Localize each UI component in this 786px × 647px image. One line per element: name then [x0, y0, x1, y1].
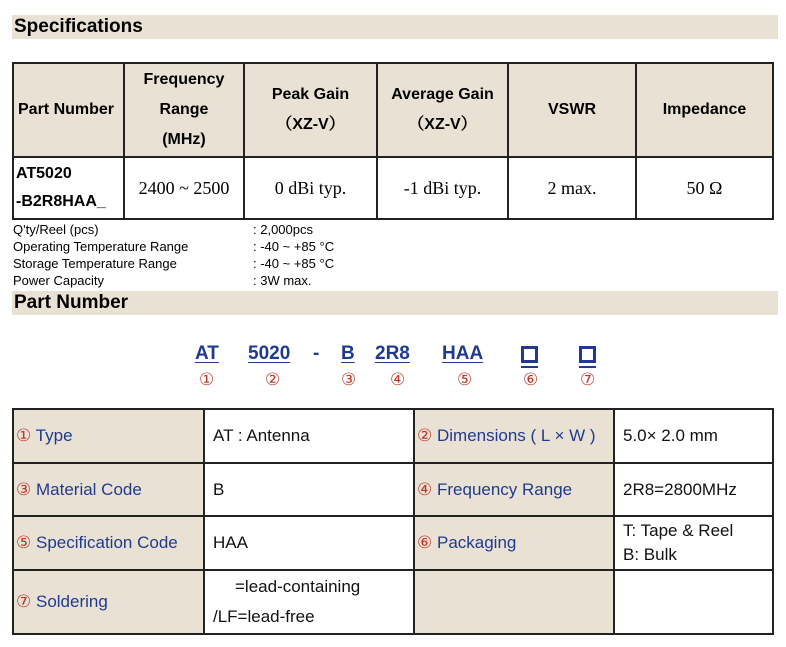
legend-number: ⑥	[417, 533, 433, 552]
part-number-heading: Part Number	[12, 291, 778, 315]
marker-2: ②	[265, 370, 281, 389]
header-peak-line2: （XZ-V）	[276, 116, 345, 133]
specifications-heading: Specifications	[12, 15, 778, 39]
legend-key-dimensions	[414, 409, 614, 463]
condition-label: Storage Temperature Range	[13, 256, 177, 271]
packaging-box-icon	[521, 346, 538, 363]
header-avg-line1: Average Gain	[391, 86, 494, 103]
part-number-line1: AT5020	[16, 165, 72, 182]
legend-key-label: Type	[35, 426, 73, 445]
legend-key-packaging	[414, 516, 614, 570]
legend-value-specification: HAA	[204, 516, 414, 570]
code-dash: -	[313, 343, 320, 364]
packaging-line1: T: Tape & Reel	[623, 521, 734, 540]
marker-1: ①	[199, 370, 215, 389]
packaging-line2: B: Bulk	[623, 545, 677, 564]
legend-key-frequency	[414, 463, 614, 516]
code-part-material: B	[341, 343, 355, 364]
legend-value-soldering	[204, 570, 414, 634]
part-number-line2: -B2R8HAA_	[16, 193, 106, 210]
legend-key-label: Specification Code	[35, 533, 178, 552]
legend-value-frequency: 2R8=2800MHz	[614, 463, 773, 516]
soldering-line2: /LF=lead-free	[213, 607, 315, 626]
header-frequency-range	[124, 63, 244, 157]
cell-part-number	[13, 157, 124, 219]
header-impedance: Impedance	[636, 63, 773, 157]
header-avg-line2: （XZ-V）	[408, 116, 477, 133]
legend-number: ③	[16, 479, 32, 499]
code-part-dimensions: 5020	[248, 343, 291, 364]
legend-empty-cell	[614, 570, 773, 634]
legend-number: ⑦	[16, 592, 32, 611]
header-frequency-line3: (MHz)	[162, 131, 206, 148]
code-part-type: AT	[195, 343, 219, 364]
legend-number: ②	[417, 426, 433, 445]
marker-4: ④	[390, 370, 406, 389]
legend-row	[13, 463, 773, 516]
cell-frequency: 2400 ~ 2500	[124, 157, 244, 219]
condition-label: Q'ty/Reel (pcs)	[13, 222, 99, 237]
legend-row	[13, 570, 773, 634]
header-average-gain	[377, 63, 508, 157]
spec-value-row	[13, 157, 773, 219]
part-number-legend-table	[12, 408, 774, 635]
header-peak-line1: Peak Gain	[271, 86, 350, 103]
legend-key-material	[13, 463, 204, 516]
header-frequency-line2: Range	[159, 101, 209, 118]
condition-value: : 2,000pcs	[253, 222, 313, 237]
spec-header-row	[13, 63, 773, 157]
code-part-specification: HAA	[442, 343, 484, 364]
marker-6: ⑥	[523, 370, 539, 389]
legend-key-type	[13, 409, 204, 463]
header-peak-gain	[244, 63, 377, 157]
legend-key-specification	[13, 516, 204, 570]
legend-value-type: AT : Antenna	[204, 409, 414, 463]
condition-value: : -40 ~ +85 °C	[253, 256, 335, 271]
legend-number: ⑤	[16, 533, 32, 552]
legend-row	[13, 516, 773, 570]
marker-3: ③	[341, 370, 357, 389]
legend-key-soldering	[13, 570, 204, 634]
cell-average-gain: -1 dBi typ.	[377, 157, 508, 219]
code-part-frequency: 2R8	[375, 343, 410, 364]
condition-label: Operating Temperature Range	[13, 239, 189, 254]
condition-value: : -40 ~ +85 °C	[253, 239, 335, 254]
legend-value-material: B	[204, 463, 414, 516]
cell-impedance: 50 Ω	[636, 157, 773, 219]
soldering-line1: =lead-containing	[235, 577, 361, 596]
cell-peak-gain: 0 dBi typ.	[244, 157, 377, 219]
condition-label: Power Capacity	[13, 273, 105, 288]
legend-key-label: Material Code	[35, 479, 142, 499]
legend-key-label: Dimensions ( L × W )	[436, 426, 596, 445]
legend-number: ④	[417, 479, 433, 499]
cell-vswr: 2 max.	[508, 157, 636, 219]
specifications-table	[12, 62, 774, 220]
legend-value-dimensions: 5.0× 2.0 mm	[614, 409, 773, 463]
legend-key-label: Frequency Range	[436, 479, 573, 499]
legend-blank-cell	[414, 570, 614, 634]
legend-key-label: Soldering	[35, 592, 108, 611]
legend-key-label: Packaging	[436, 533, 517, 552]
marker-7: ⑦	[580, 370, 596, 389]
legend-value-packaging	[614, 516, 773, 570]
legend-row	[13, 409, 773, 463]
soldering-box-icon	[579, 346, 596, 363]
header-vswr: VSWR	[508, 63, 636, 157]
condition-value: : 3W max.	[253, 273, 312, 288]
marker-5: ⑤	[457, 370, 473, 389]
legend-number: ①	[16, 426, 32, 445]
header-part-number: Part Number	[13, 63, 124, 157]
header-frequency-line1: Frequency	[143, 71, 225, 88]
